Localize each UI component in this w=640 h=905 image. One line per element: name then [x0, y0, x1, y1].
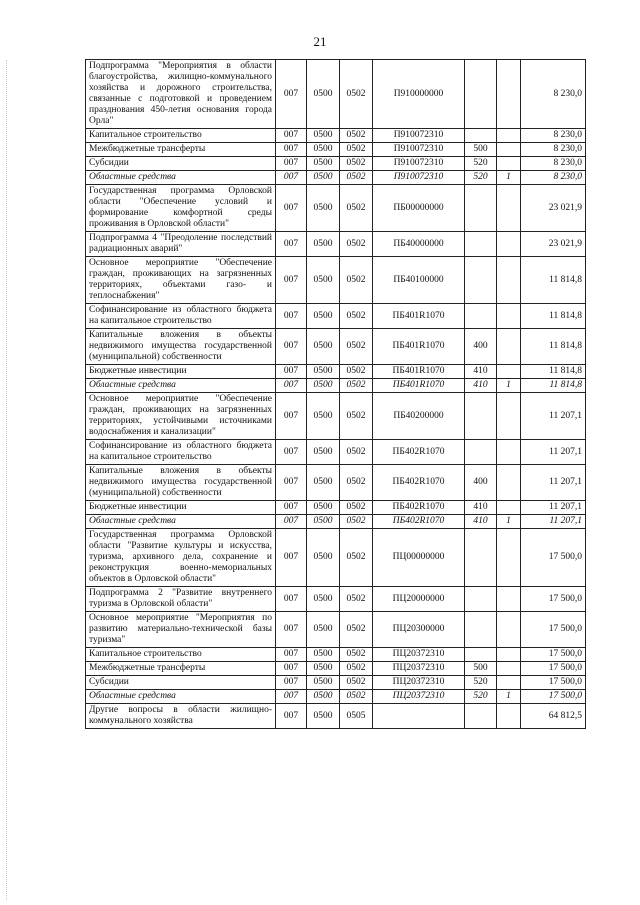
row-name-cell: Областные средства [86, 690, 276, 704]
grbs-code-cell: 007 [276, 465, 307, 501]
expense-type-cell [465, 612, 497, 648]
subsection-code-cell: 0502 [340, 676, 373, 690]
target-article-cell: П910072310 [373, 143, 465, 157]
section-code-cell: 0500 [307, 440, 340, 465]
subsection-code-cell: 0502 [340, 393, 373, 440]
expense-type-cell [465, 304, 497, 329]
expense-type-cell: 410 [465, 379, 497, 393]
target-article-cell: П910000000 [373, 60, 465, 129]
expense-type-cell: 410 [465, 501, 497, 515]
target-article-cell: ПБ401R1070 [373, 304, 465, 329]
amount-cell: 8 230,0 [521, 60, 586, 129]
row-name-cell: Подпрограмма "Мероприятия в области благоустройства, жилищно-коммунального хозяйства и дорожного строительства, связанные с подготовкой и проведением празднования 450-летия основания города Орла" [86, 60, 276, 129]
table-row [86, 515, 586, 529]
funding-source-cell [497, 676, 521, 690]
funding-source-cell [497, 304, 521, 329]
funding-source-cell [497, 232, 521, 257]
subsection-code-cell: 0502 [340, 379, 373, 393]
funding-source-cell [497, 143, 521, 157]
funding-source-cell: 1 [497, 515, 521, 529]
subsection-code-cell: 0502 [340, 257, 373, 304]
subsection-code-cell: 0502 [340, 157, 373, 171]
subsection-code-cell: 0502 [340, 129, 373, 143]
amount-cell: 11 814,8 [521, 329, 586, 365]
section-code-cell: 0500 [307, 232, 340, 257]
expense-type-cell: 400 [465, 465, 497, 501]
expense-type-cell [465, 587, 497, 612]
row-name-cell: Капитальное строительство [86, 129, 276, 143]
row-name-cell: Субсидии [86, 676, 276, 690]
table-row [86, 529, 586, 587]
grbs-code-cell: 007 [276, 129, 307, 143]
table-row [86, 365, 586, 379]
expense-type-cell: 520 [465, 157, 497, 171]
amount-cell: 64 812,5 [521, 704, 586, 729]
section-code-cell: 0500 [307, 60, 340, 129]
section-code-cell: 0500 [307, 304, 340, 329]
row-name-cell: Капитальные вложения в объекты недвижимого имущества государственной (муниципальной) собственности [86, 465, 276, 501]
funding-source-cell [497, 501, 521, 515]
target-article-cell: ПБ40100000 [373, 257, 465, 304]
expense-type-cell [465, 185, 497, 232]
table-row [86, 676, 586, 690]
expense-type-cell: 400 [465, 329, 497, 365]
table-row [86, 185, 586, 232]
table-row [86, 704, 586, 729]
section-code-cell: 0500 [307, 612, 340, 648]
section-code-cell: 0500 [307, 171, 340, 185]
row-name-cell: Бюджетные инвестиции [86, 501, 276, 515]
amount-cell: 17 500,0 [521, 587, 586, 612]
amount-cell: 8 230,0 [521, 143, 586, 157]
budget-table [85, 59, 586, 729]
row-name-cell: Капитальные вложения в объекты недвижимого имущества государственной (муниципальной) собственности [86, 329, 276, 365]
amount-cell: 11 814,8 [521, 304, 586, 329]
grbs-code-cell: 007 [276, 515, 307, 529]
target-article-cell: ПЦ00000000 [373, 529, 465, 587]
subsection-code-cell: 0505 [340, 704, 373, 729]
table-row [86, 662, 586, 676]
table-row [86, 393, 586, 440]
table-row [86, 129, 586, 143]
expense-type-cell: 520 [465, 676, 497, 690]
target-article-cell: ПБ40200000 [373, 393, 465, 440]
funding-source-cell [497, 662, 521, 676]
funding-source-cell [497, 157, 521, 171]
expense-type-cell: 500 [465, 662, 497, 676]
funding-source-cell [497, 393, 521, 440]
target-article-cell: ПЦ20300000 [373, 612, 465, 648]
grbs-code-cell: 007 [276, 393, 307, 440]
amount-cell: 11 207,1 [521, 465, 586, 501]
amount-cell: 11 814,8 [521, 379, 586, 393]
table-row [86, 690, 586, 704]
target-article-cell: ПБ402R1070 [373, 515, 465, 529]
row-name-cell: Межбюджетные трансферты [86, 662, 276, 676]
subsection-code-cell: 0502 [340, 612, 373, 648]
section-code-cell: 0500 [307, 515, 340, 529]
target-article-cell: ПБ402R1070 [373, 440, 465, 465]
grbs-code-cell: 007 [276, 257, 307, 304]
grbs-code-cell: 007 [276, 587, 307, 612]
amount-cell: 11 207,1 [521, 440, 586, 465]
section-code-cell: 0500 [307, 365, 340, 379]
row-name-cell: Другие вопросы в области жилищно-коммунального хозяйства [86, 704, 276, 729]
section-code-cell: 0500 [307, 529, 340, 587]
row-name-cell: Софинансирование из областного бюджета на капитальное строительство [86, 304, 276, 329]
row-name-cell: Областные средства [86, 171, 276, 185]
grbs-code-cell: 007 [276, 440, 307, 465]
subsection-code-cell: 0502 [340, 440, 373, 465]
funding-source-cell [497, 529, 521, 587]
target-article-cell: П910072310 [373, 157, 465, 171]
target-article-cell: ПБ40000000 [373, 232, 465, 257]
row-name-cell: Субсидии [86, 157, 276, 171]
subsection-code-cell: 0502 [340, 587, 373, 612]
funding-source-cell [497, 185, 521, 232]
section-code-cell: 0500 [307, 676, 340, 690]
grbs-code-cell: 007 [276, 704, 307, 729]
grbs-code-cell: 007 [276, 676, 307, 690]
grbs-code-cell: 007 [276, 365, 307, 379]
row-name-cell: Подпрограмма 2 "Развитие внутреннего туризма в Орловской области" [86, 587, 276, 612]
expense-type-cell [465, 704, 497, 729]
section-code-cell: 0500 [307, 690, 340, 704]
amount-cell: 11 207,1 [521, 501, 586, 515]
subsection-code-cell: 0502 [340, 185, 373, 232]
table-row [86, 612, 586, 648]
funding-source-cell [497, 365, 521, 379]
section-code-cell: 0500 [307, 662, 340, 676]
table-row [86, 440, 586, 465]
row-name-cell: Капитальное строительство [86, 648, 276, 662]
target-article-cell: ПБ00000000 [373, 185, 465, 232]
grbs-code-cell: 007 [276, 501, 307, 515]
target-article-cell: П910072310 [373, 171, 465, 185]
grbs-code-cell: 007 [276, 612, 307, 648]
target-article-cell: ПЦ20372310 [373, 690, 465, 704]
subsection-code-cell: 0502 [340, 465, 373, 501]
amount-cell: 17 500,0 [521, 690, 586, 704]
subsection-code-cell: 0502 [340, 529, 373, 587]
row-name-cell: Межбюджетные трансферты [86, 143, 276, 157]
grbs-code-cell: 007 [276, 143, 307, 157]
amount-cell: 8 230,0 [521, 129, 586, 143]
grbs-code-cell: 007 [276, 157, 307, 171]
row-name-cell: Софинансирование из областного бюджета на капитальное строительство [86, 440, 276, 465]
amount-cell: 11 814,8 [521, 365, 586, 379]
target-article-cell: ПБ401R1070 [373, 329, 465, 365]
table-row [86, 304, 586, 329]
table-row [86, 329, 586, 365]
row-name-cell: Бюджетные инвестиции [86, 365, 276, 379]
funding-source-cell [497, 587, 521, 612]
table-row [86, 501, 586, 515]
grbs-code-cell: 007 [276, 529, 307, 587]
amount-cell: 11 207,1 [521, 515, 586, 529]
funding-source-cell [497, 704, 521, 729]
table-body [86, 60, 586, 729]
amount-cell: 8 230,0 [521, 157, 586, 171]
expense-type-cell [465, 232, 497, 257]
page-number: 21 [313, 34, 327, 49]
target-article-cell: ПБ401R1070 [373, 379, 465, 393]
funding-source-cell [497, 60, 521, 129]
expense-type-cell [465, 257, 497, 304]
grbs-code-cell: 007 [276, 662, 307, 676]
funding-source-cell: 1 [497, 171, 521, 185]
section-code-cell: 0500 [307, 185, 340, 232]
subsection-code-cell: 0502 [340, 60, 373, 129]
subsection-code-cell: 0502 [340, 143, 373, 157]
expense-type-cell [465, 648, 497, 662]
table-row [86, 257, 586, 304]
grbs-code-cell: 007 [276, 185, 307, 232]
row-name-cell: Областные средства [86, 379, 276, 393]
grbs-code-cell: 007 [276, 648, 307, 662]
section-code-cell: 0500 [307, 587, 340, 612]
expense-type-cell [465, 529, 497, 587]
subsection-code-cell: 0502 [340, 171, 373, 185]
target-article-cell: ПБ402R1070 [373, 465, 465, 501]
table-row [86, 465, 586, 501]
amount-cell: 23 021,9 [521, 185, 586, 232]
expense-type-cell [465, 129, 497, 143]
table-row [86, 648, 586, 662]
row-name-cell: Государственная программа Орловской области "Развитие культуры и искусства, туризма, архивного дела, сохранение и реконструкция военно-мемориальных объектов в Орловской области" [86, 529, 276, 587]
table-row [86, 171, 586, 185]
section-code-cell: 0500 [307, 129, 340, 143]
amount-cell: 11 207,1 [521, 393, 586, 440]
amount-cell: 17 500,0 [521, 648, 586, 662]
margin-line [6, 60, 7, 900]
section-code-cell: 0500 [307, 257, 340, 304]
table-row [86, 587, 586, 612]
expense-type-cell [465, 440, 497, 465]
target-article-cell: П910072310 [373, 129, 465, 143]
section-code-cell: 0500 [307, 465, 340, 501]
subsection-code-cell: 0502 [340, 329, 373, 365]
row-name-cell: Областные средства [86, 515, 276, 529]
expense-type-cell: 410 [465, 515, 497, 529]
section-code-cell: 0500 [307, 501, 340, 515]
funding-source-cell [497, 329, 521, 365]
amount-cell: 8 230,0 [521, 171, 586, 185]
section-code-cell: 0500 [307, 393, 340, 440]
section-code-cell: 0500 [307, 648, 340, 662]
expense-type-cell: 520 [465, 690, 497, 704]
funding-source-cell [497, 648, 521, 662]
amount-cell: 11 814,8 [521, 257, 586, 304]
subsection-code-cell: 0502 [340, 648, 373, 662]
funding-source-cell: 1 [497, 379, 521, 393]
subsection-code-cell: 0502 [340, 232, 373, 257]
funding-source-cell [497, 257, 521, 304]
funding-source-cell [497, 612, 521, 648]
row-name-cell: Основное мероприятие "Обеспечение граждан, проживающих на загрязненных территориях, устойчивыми источниками водоснабжения и канализации" [86, 393, 276, 440]
row-name-cell: Государственная программа Орловской области "Обеспечение условий и формирование комфортной среды проживания в Орловской области" [86, 185, 276, 232]
expense-type-cell: 520 [465, 171, 497, 185]
target-article-cell: ПЦ20000000 [373, 587, 465, 612]
funding-source-cell [497, 440, 521, 465]
grbs-code-cell: 007 [276, 379, 307, 393]
subsection-code-cell: 0502 [340, 662, 373, 676]
grbs-code-cell: 007 [276, 232, 307, 257]
section-code-cell: 0500 [307, 379, 340, 393]
amount-cell: 23 021,9 [521, 232, 586, 257]
amount-cell: 17 500,0 [521, 676, 586, 690]
subsection-code-cell: 0502 [340, 690, 373, 704]
subsection-code-cell: 0502 [340, 304, 373, 329]
funding-source-cell [497, 129, 521, 143]
table-row [86, 379, 586, 393]
section-code-cell: 0500 [307, 143, 340, 157]
target-article-cell: ПЦ20372310 [373, 662, 465, 676]
target-article-cell: ПБ401R1070 [373, 365, 465, 379]
row-name-cell: Подпрограмма 4 "Преодоление последствий радиационных аварий" [86, 232, 276, 257]
target-article-cell: ПБ402R1070 [373, 501, 465, 515]
section-code-cell: 0500 [307, 704, 340, 729]
funding-source-cell [497, 465, 521, 501]
table-row [86, 143, 586, 157]
grbs-code-cell: 007 [276, 304, 307, 329]
expense-type-cell: 500 [465, 143, 497, 157]
amount-cell: 17 500,0 [521, 612, 586, 648]
grbs-code-cell: 007 [276, 171, 307, 185]
table-row [86, 157, 586, 171]
expense-type-cell [465, 393, 497, 440]
grbs-code-cell: 007 [276, 690, 307, 704]
section-code-cell: 0500 [307, 157, 340, 171]
target-article-cell: ПЦ20372310 [373, 676, 465, 690]
section-code-cell: 0500 [307, 329, 340, 365]
table-row [86, 60, 586, 129]
subsection-code-cell: 0502 [340, 515, 373, 529]
subsection-code-cell: 0502 [340, 365, 373, 379]
funding-source-cell: 1 [497, 690, 521, 704]
row-name-cell: Основное мероприятие "Обеспечение граждан, проживающих на загрязненных территориях, объектами газо- и теплоснабжения" [86, 257, 276, 304]
amount-cell: 17 500,0 [521, 662, 586, 676]
expense-type-cell: 410 [465, 365, 497, 379]
subsection-code-cell: 0502 [340, 501, 373, 515]
amount-cell: 17 500,0 [521, 529, 586, 587]
row-name-cell: Основное мероприятие "Мероприятия по развитию материально-технической базы туризма" [86, 612, 276, 648]
expense-type-cell [465, 60, 497, 129]
grbs-code-cell: 007 [276, 329, 307, 365]
table-row [86, 232, 586, 257]
target-article-cell [373, 704, 465, 729]
target-article-cell: ПЦ20372310 [373, 648, 465, 662]
grbs-code-cell: 007 [276, 60, 307, 129]
